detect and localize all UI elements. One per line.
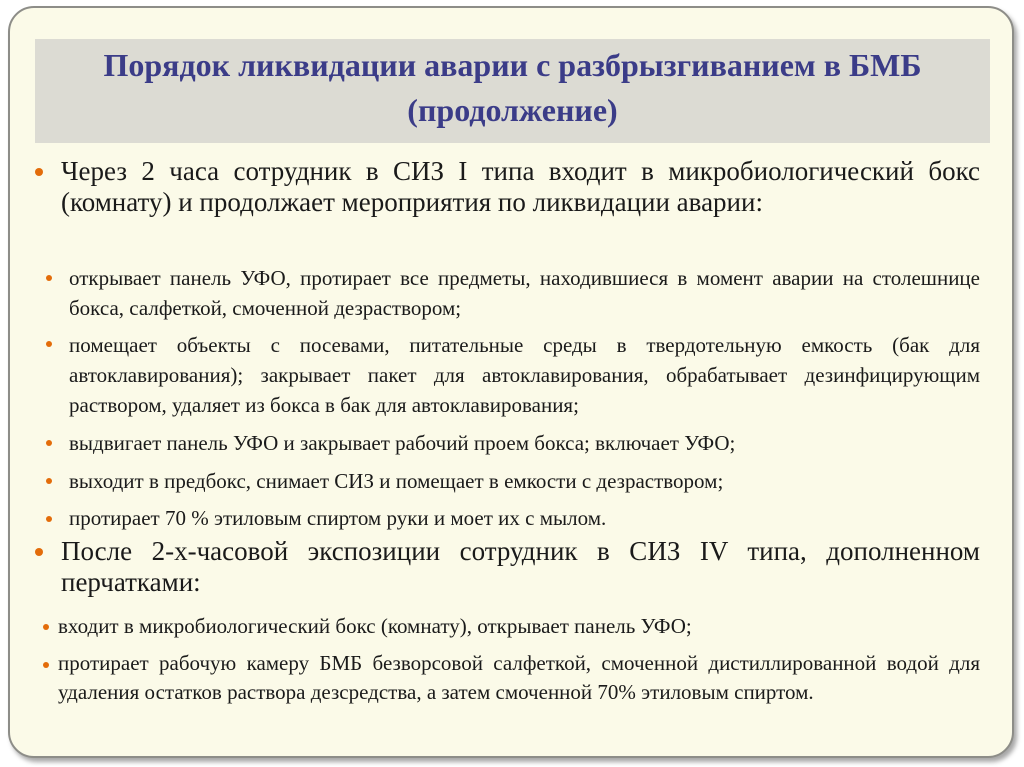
bullet-dot-icon <box>43 624 49 630</box>
list-item-text: После 2-х-часовой экспозиции сотрудник в СИЗ IV типа, дополненном перчатками: <box>61 536 980 597</box>
list-item-text: выходит в предбокс, снимает СИЗ и помещает в емкости с дезраствором; <box>69 469 724 493</box>
bullet-dot-icon <box>46 275 52 281</box>
bullet-dot-icon <box>46 478 52 484</box>
bullet-dot-icon <box>43 662 49 668</box>
list-item-text: протирает рабочую камеру БМБ безворсовой салфеткой, смоченной дистиллированной водой для удаления остатков раствора дезсредства, а затем смоченной 70% этиловым спиртом. <box>58 651 980 704</box>
list-item-text: открывает панель УФО, протирает все предметы, находившиеся в момент аварии на столешнице бокса, салфеткой, смоченной дезраствором; <box>69 266 980 320</box>
list-item-text: помещает объекты с посевами, питательные среды в твердотельную емкость (бак для автоклавирования); закрывает пакет для автоклавирования, обрабатывает дезинфицирующим раствором, удаляет из бокса в бак для автоклавирования; <box>69 333 980 417</box>
bullet-dot-icon <box>46 341 52 347</box>
slide-title: Порядок ликвидации аварии с разбрызгиванием в БМБ (продолжение) <box>103 47 922 128</box>
bullet-dot-icon <box>46 516 52 522</box>
list-item-text: Через 2 часа сотрудник в СИЗ I типа входит в микробиологический бокс (комнату) и продолжает мероприятия по ликвидации аварии: <box>61 156 980 217</box>
bullet-dot-icon <box>35 168 43 176</box>
bullet-dot-icon <box>46 440 52 446</box>
list-item-text: входит в микробиологический бокс (комнату), открывает панель УФО; <box>58 614 692 638</box>
list-item-text: протирает 70 % этиловым спиртом руки и моет их с мылом. <box>69 506 607 530</box>
list-item-text: выдвигает панель УФО и закрывает рабочий проем бокса; включает УФО; <box>69 431 736 455</box>
bullet-dot-icon <box>35 548 43 556</box>
